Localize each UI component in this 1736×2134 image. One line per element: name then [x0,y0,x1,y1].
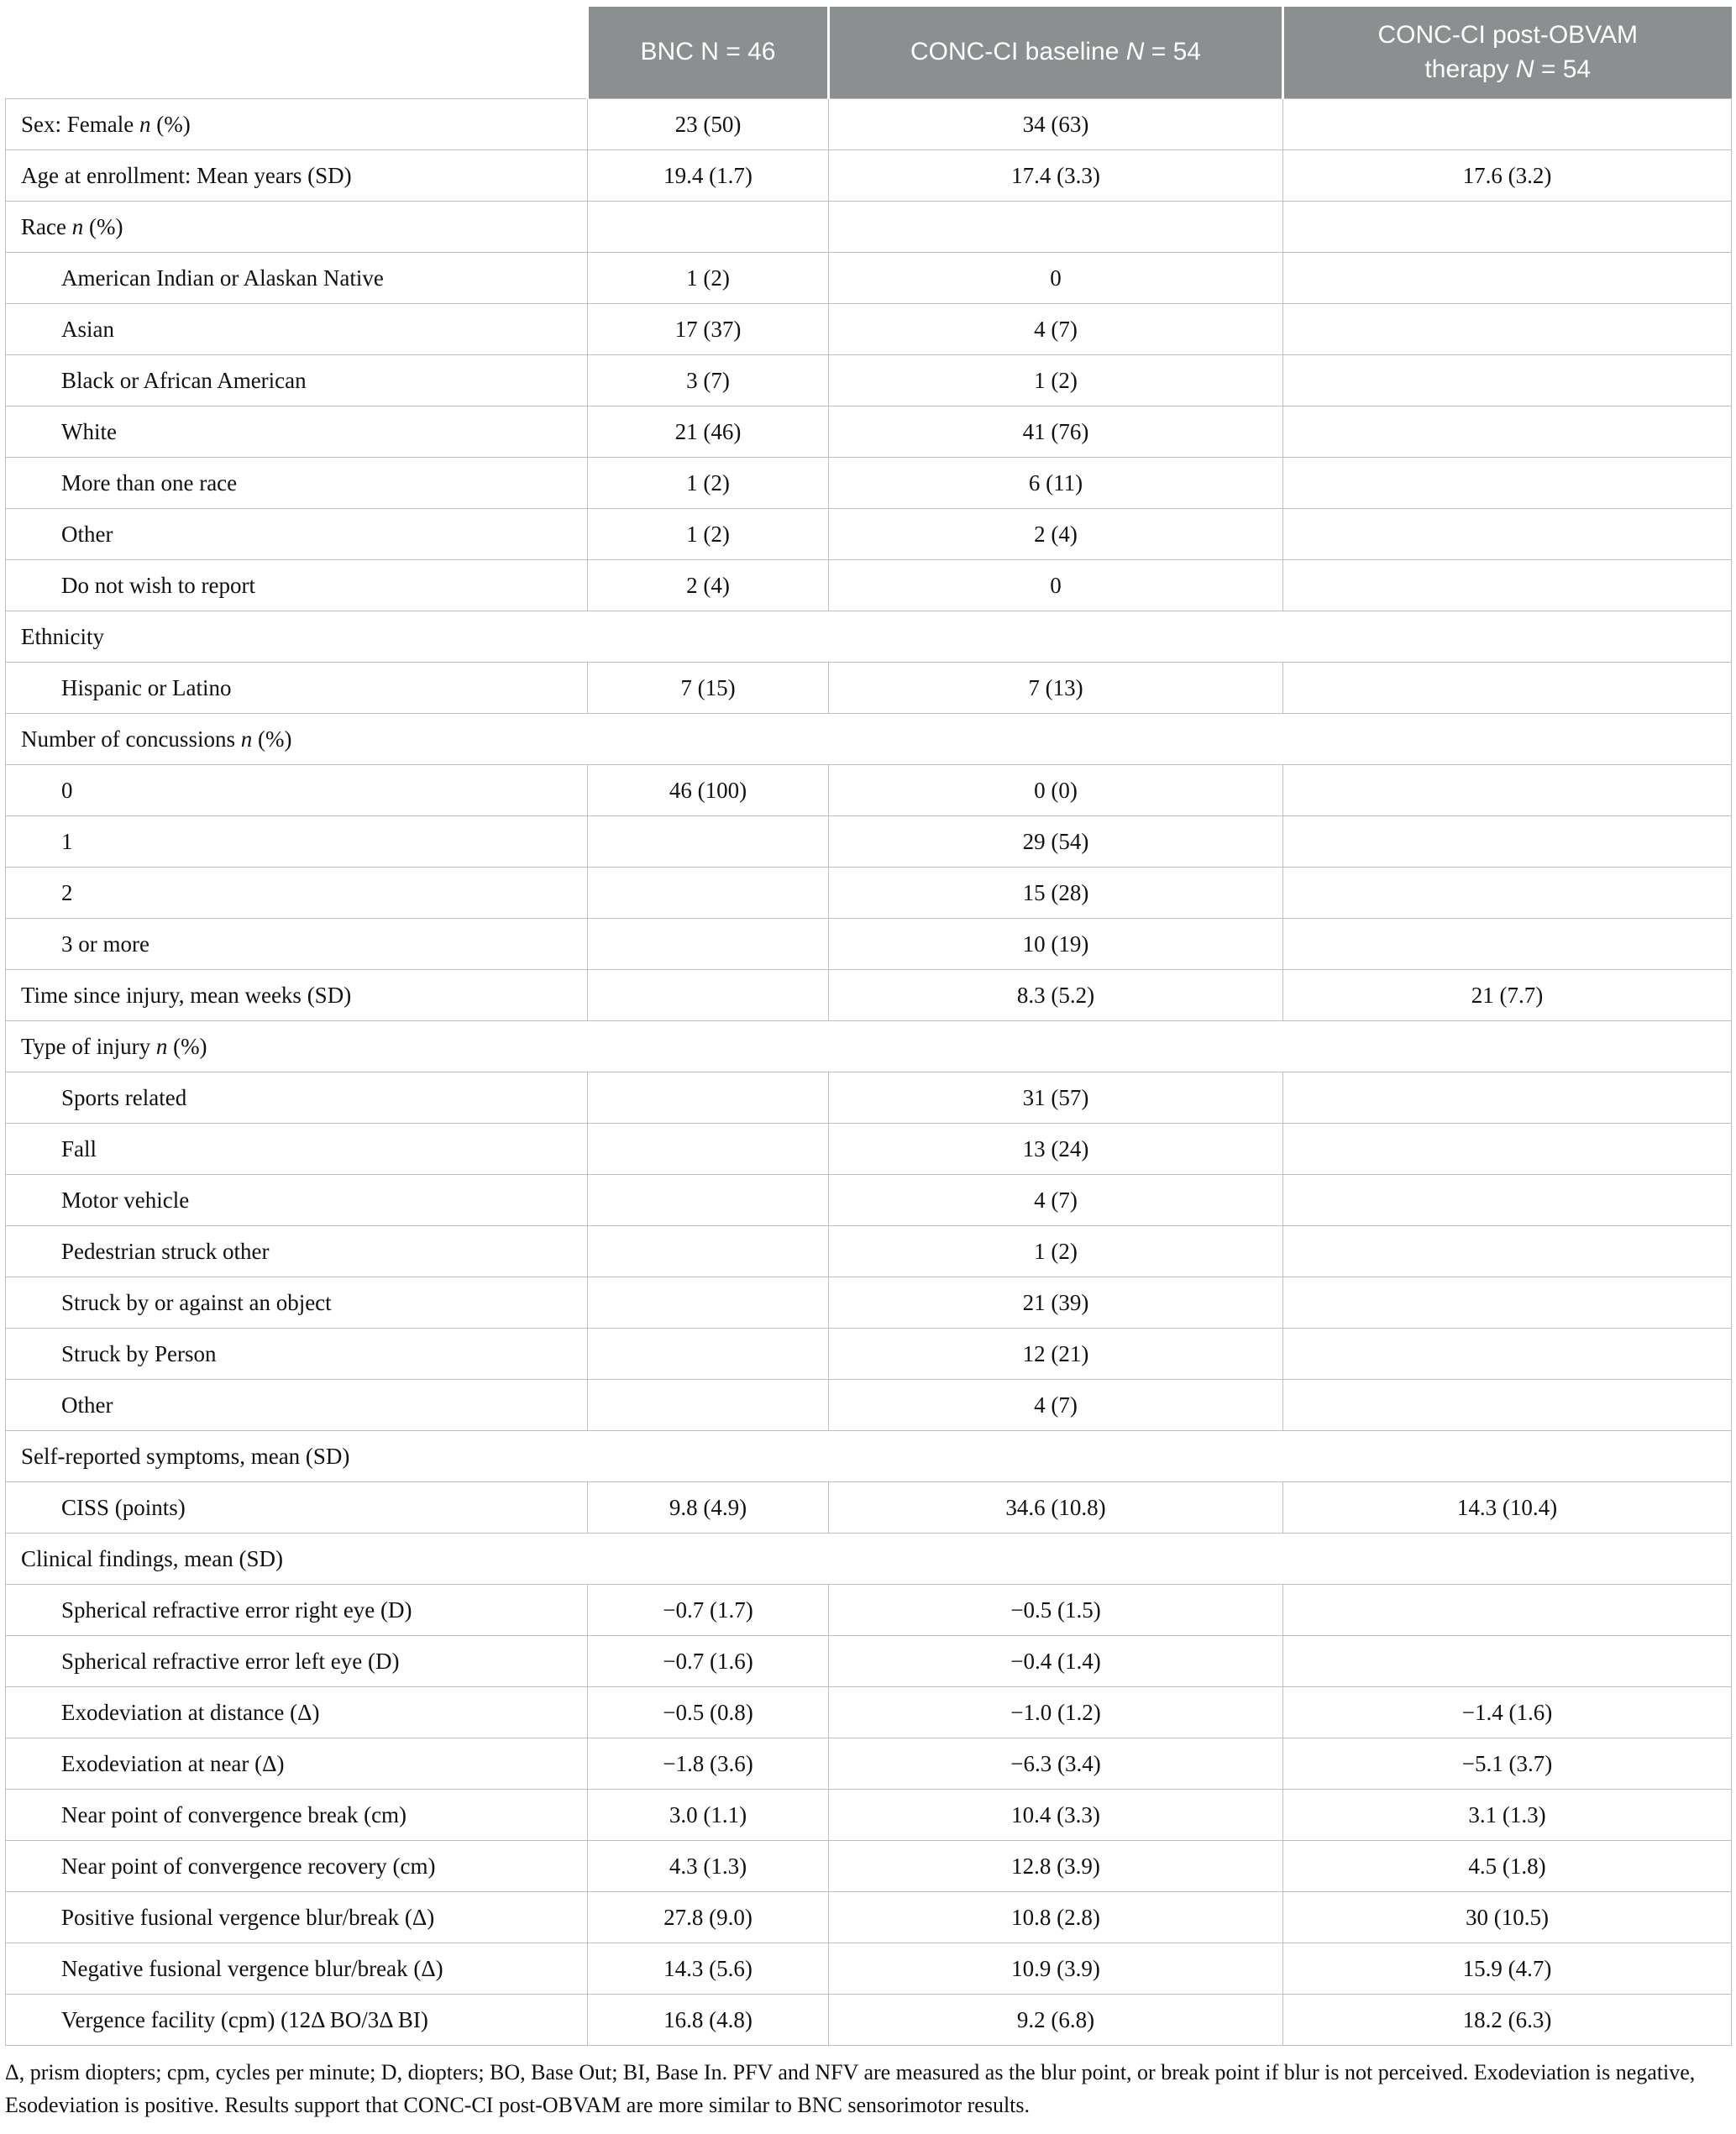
cell-value [588,1277,829,1329]
cell-value [1283,1124,1732,1175]
cell-value: 21 (46) [588,406,829,458]
row-label: American Indian or Alaskan Native [6,253,588,304]
cell-value [1283,253,1732,304]
cell-value: −0.5 (0.8) [588,1687,829,1738]
row-label: Sports related [6,1072,588,1124]
row-label: Do not wish to report [6,560,588,611]
section-row [6,611,1732,663]
section-label: Type of injury n (%) [6,1021,1732,1072]
table-row [6,1636,1732,1687]
cell-value: 9.8 (4.9) [588,1482,829,1534]
table-row [6,99,1732,150]
cell-value [588,1226,829,1277]
cell-value: 21 (39) [829,1277,1283,1329]
cell-value: 4.5 (1.8) [1283,1841,1732,1892]
cell-value: 19.4 (1.7) [588,150,829,202]
cell-value: 12 (21) [829,1329,1283,1380]
cell-value: 41 (76) [829,406,1283,458]
cell-value: 23 (50) [588,99,829,150]
cell-value [588,919,829,970]
row-label: Time since injury, mean weeks (SD) [6,970,588,1021]
section-label: Clinical findings, mean (SD) [6,1534,1732,1585]
cell-value: 10.9 (3.9) [829,1943,1283,1995]
row-label: Spherical refractive error left eye (D) [6,1636,588,1687]
cell-value [588,1124,829,1175]
cell-value: 21 (7.7) [1283,970,1732,1021]
cell-value: 3.0 (1.1) [588,1790,829,1841]
cell-value: 13 (24) [829,1124,1283,1175]
table-row [6,663,1732,714]
cell-value: −6.3 (3.4) [829,1738,1283,1790]
cell-value [1283,304,1732,355]
row-label: Struck by or against an object [6,1277,588,1329]
table-row [6,1482,1732,1534]
cell-value: 1 (2) [829,1226,1283,1277]
row-label: Near point of convergence recovery (cm) [6,1841,588,1892]
table-row [6,1380,1732,1431]
table-body [6,99,1732,2046]
row-label: Near point of convergence break (cm) [6,1790,588,1841]
cell-value: 0 (0) [829,765,1283,816]
cell-value [1283,1636,1732,1687]
cell-value [1283,919,1732,970]
cell-value [1283,1329,1732,1380]
cell-value: −0.7 (1.7) [588,1585,829,1636]
cell-value [1283,509,1732,560]
row-label: Sex: Female n (%) [6,99,588,150]
section-row [6,1021,1732,1072]
table-row [6,1943,1732,1995]
cell-value [1283,868,1732,919]
row-label: Struck by Person [6,1329,588,1380]
table-row [6,304,1732,355]
cell-value: 0 [829,560,1283,611]
cell-value [588,1380,829,1431]
cell-value: 16.8 (4.8) [588,1995,829,2046]
cell-value: −1.0 (1.2) [829,1687,1283,1738]
row-label: Exodeviation at near (Δ) [6,1738,588,1790]
cell-value [1283,1072,1732,1124]
cell-value: 3.1 (1.3) [1283,1790,1732,1841]
cell-value: 1 (2) [829,355,1283,406]
cell-value: 3 (7) [588,355,829,406]
table-row [6,1841,1732,1892]
row-label: Black or African American [6,355,588,406]
cell-value: 31 (57) [829,1072,1283,1124]
row-label: 1 [6,816,588,868]
cell-value [1283,1277,1732,1329]
cell-value [1283,1585,1732,1636]
cell-value: 14.3 (5.6) [588,1943,829,1995]
cell-value [829,202,1283,253]
cell-value: 18.2 (6.3) [1283,1995,1732,2046]
cell-value [1283,1175,1732,1226]
cell-value: −0.4 (1.4) [829,1636,1283,1687]
table-row [6,458,1732,509]
table-row [6,919,1732,970]
table-row [6,1124,1732,1175]
cell-value: 17 (37) [588,304,829,355]
cell-value: 10.4 (3.3) [829,1790,1283,1841]
row-label: 2 [6,868,588,919]
cell-value: 4.3 (1.3) [588,1841,829,1892]
table-footnote: Δ, prism diopters; cpm, cycles per minute; D, diopters; BO, Base Out; BI, Base In. PFV and NFV are measured as the blur point, or break point if blur is not perceived. Exodeviation is negative, Esodeviation is positive. Results support that CONC-CI post-OBVAM are more similar to BNC sensorimotor results. [5,2060,1696,2117]
row-label: Hispanic or Latino [6,663,588,714]
cell-value [1283,1380,1732,1431]
cell-value [588,1175,829,1226]
table-row [6,868,1732,919]
cell-value: 2 (4) [588,560,829,611]
cell-value: −0.7 (1.6) [588,1636,829,1687]
cell-value [588,202,829,253]
cell-value: 14.3 (10.4) [1283,1482,1732,1534]
cell-value: 7 (13) [829,663,1283,714]
cell-value: 2 (4) [829,509,1283,560]
table-row [6,1329,1732,1380]
cell-value [588,816,829,868]
cell-value: 17.4 (3.3) [829,150,1283,202]
table-row [6,816,1732,868]
table-row [6,970,1732,1021]
cell-value: 9.2 (6.8) [829,1995,1283,2046]
cell-value: −1.8 (3.6) [588,1738,829,1790]
column-header: BNC N = 46 [588,7,829,99]
cell-value [1283,99,1732,150]
cell-value: 34.6 (10.8) [829,1482,1283,1534]
section-row [6,714,1732,765]
cell-value: 7 (15) [588,663,829,714]
row-label: Motor vehicle [6,1175,588,1226]
section-label: Ethnicity [6,611,1732,663]
stub-header-cell [6,7,588,99]
table-row [6,1790,1732,1841]
cell-value [1283,663,1732,714]
row-label: Race n (%) [6,202,588,253]
cell-value [1283,202,1732,253]
table-row [6,1738,1732,1790]
cell-value: 15 (28) [829,868,1283,919]
row-label: Vergence facility (cpm) (12Δ BO/3Δ BI) [6,1995,588,2046]
table-row [6,1175,1732,1226]
table-row [6,1995,1732,2046]
cell-value [588,1072,829,1124]
row-label: 0 [6,765,588,816]
row-label: Spherical refractive error right eye (D) [6,1585,588,1636]
cell-value [588,970,829,1021]
cell-value: 8.3 (5.2) [829,970,1283,1021]
cell-value: 29 (54) [829,816,1283,868]
cell-value [1283,458,1732,509]
cell-value [588,1329,829,1380]
row-label: 3 or more [6,919,588,970]
cell-value: 12.8 (3.9) [829,1841,1283,1892]
row-label: Other [6,509,588,560]
cell-value: 15.9 (4.7) [1283,1943,1732,1995]
cell-value: 27.8 (9.0) [588,1892,829,1943]
cell-value: 4 (7) [829,304,1283,355]
table-row [6,150,1732,202]
cell-value: −1.4 (1.6) [1283,1687,1732,1738]
cell-value [1283,406,1732,458]
row-label: Asian [6,304,588,355]
cell-value: −0.5 (1.5) [829,1585,1283,1636]
cell-value: −5.1 (3.7) [1283,1738,1732,1790]
section-label: Number of concussions n (%) [6,714,1732,765]
row-label: Age at enrollment: Mean years (SD) [6,150,588,202]
row-label: CISS (points) [6,1482,588,1534]
table-row [6,765,1732,816]
cell-value: 4 (7) [829,1380,1283,1431]
table-row [6,509,1732,560]
cell-value [1283,560,1732,611]
row-label: White [6,406,588,458]
table-row [6,1277,1732,1329]
row-label: More than one race [6,458,588,509]
cell-value: 6 (11) [829,458,1283,509]
row-label: Other [6,1380,588,1431]
section-row [6,1431,1732,1482]
cell-value: 46 (100) [588,765,829,816]
table-row [6,253,1732,304]
cell-value: 4 (7) [829,1175,1283,1226]
row-label: Exodeviation at distance (Δ) [6,1687,588,1738]
row-label: Fall [6,1124,588,1175]
cell-value [1283,1226,1732,1277]
table-row [6,1892,1732,1943]
section-label: Self-reported symptoms, mean (SD) [6,1431,1732,1482]
table-row [6,355,1732,406]
column-header: CONC-CI baseline N = 54 [829,7,1283,99]
cell-value: 17.6 (3.2) [1283,150,1732,202]
table-header [6,7,1732,99]
table-row [6,1585,1732,1636]
column-header: CONC-CI post-OBVAM therapy N = 54 [1283,7,1732,99]
table-row [6,202,1732,253]
cell-value: 0 [829,253,1283,304]
table-row [6,560,1732,611]
table-row [6,1072,1732,1124]
row-label: Pedestrian struck other [6,1226,588,1277]
cell-value: 1 (2) [588,253,829,304]
cell-value: 1 (2) [588,458,829,509]
cell-value [1283,355,1732,406]
cell-value: 10.8 (2.8) [829,1892,1283,1943]
cell-value [1283,765,1732,816]
row-label: Negative fusional vergence blur/break (Δ) [6,1943,588,1995]
cell-value: 1 (2) [588,509,829,560]
table-row [6,406,1732,458]
row-label: Positive fusional vergence blur/break (Δ) [6,1892,588,1943]
cell-value: 34 (63) [829,99,1283,150]
table-row [6,1226,1732,1277]
cell-value: 30 (10.5) [1283,1892,1732,1943]
table-row [6,1687,1732,1738]
cell-value [588,868,829,919]
header-row [6,7,1732,99]
cell-value [1283,816,1732,868]
demographics-table [5,7,1732,2046]
section-row [6,1534,1732,1585]
cell-value: 10 (19) [829,919,1283,970]
